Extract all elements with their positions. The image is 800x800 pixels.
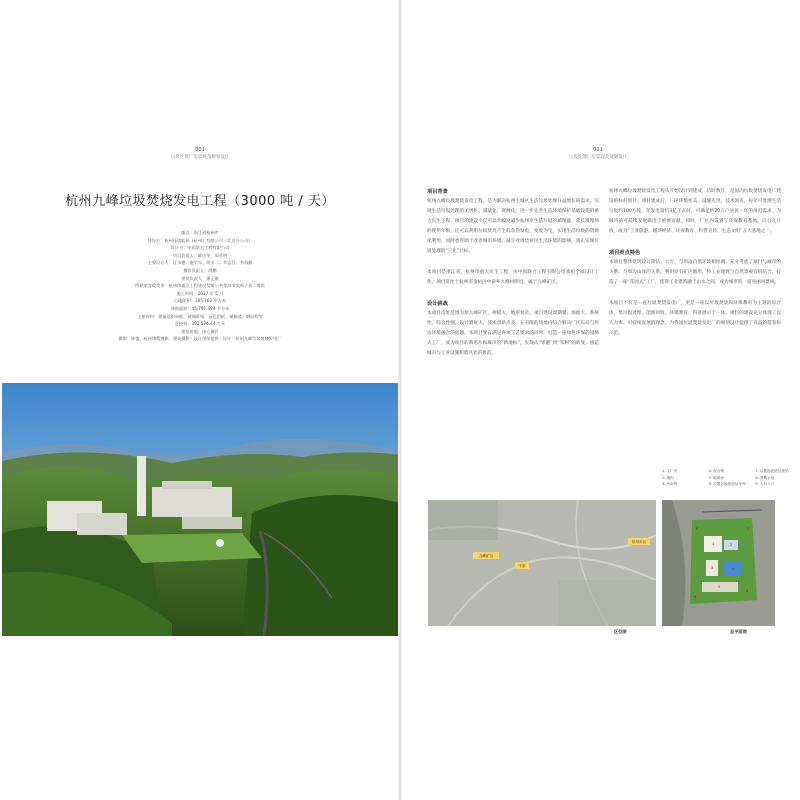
meta-line: 主要设计人：汪水德、施学军、胡亚二、寿志芬、李海静 (147, 260, 253, 266)
body-paragraph: 本项目是浙江省、杭州市重大民生工程，由中国联合工程有限公司承担全部设计工作。项目选址于杭州市余杭区中泰乡九峰村附近，属于九峰矿区。 (427, 270, 599, 285)
meta-line: 施工时间：2017 年 5 月 (176, 290, 224, 296)
left-running-title: 垃圾处理厂房景观及规划设计 (170, 155, 230, 160)
meta-line: 建筑面积：45,791.494 平方米 (170, 305, 230, 311)
meta-line: 所获荣誉或奖项：杭州市重点工程建设奖第一名等众多奖项 / 获二等奖 (135, 283, 265, 289)
legend-item: 4. 综合楼 (708, 469, 725, 473)
legend-item: 1. 主厂房 (662, 469, 678, 473)
site-number-4: 4 (732, 567, 735, 571)
legend-item: 2. 烟囱 (662, 475, 674, 480)
site-plan (662, 500, 775, 626)
map-label-2: 中泰 (518, 564, 526, 569)
site-number-6: 6 (696, 527, 699, 531)
meta-line: 设计方：中国联合工程有限公司 (170, 245, 230, 251)
aerial-photo (2, 383, 400, 636)
meta-line: 主要材料：奥福达铝单板、玻璃幕墙、穿孔铝板、氟碳漆、钢结构等 (137, 313, 263, 319)
legend-item: 9. 人行入口 (755, 482, 775, 486)
location-map-caption: 区位图 (614, 629, 627, 634)
project-title: 杭州九峰垃圾焚烧发电工程（3000 吨 / 天） (65, 194, 335, 209)
section-heading: 项目亮点特色 (609, 250, 641, 256)
meta-line: 总投资：392,576.44 万元 (174, 321, 226, 327)
meta-line: 摄影负责人：薛鹏 (183, 267, 217, 273)
site-number-7: 7 (747, 527, 750, 531)
meta-line: 地点：浙江省杭州市 (181, 230, 219, 235)
site-number-2: 2 (730, 543, 733, 547)
section-heading: 项目背景 (427, 189, 448, 195)
legend-item: 3. 冷却塔 (662, 482, 678, 486)
right-page-number: 001 (593, 147, 603, 153)
location-map (428, 500, 656, 626)
site-number-1: 1 (712, 542, 715, 546)
site-number-3: 3 (711, 566, 714, 570)
site-number-5: 5 (718, 585, 721, 589)
body-paragraph: 本项目不仅是一座垃圾焚烧发电厂，更是一座以垃圾焚烧和环保教育为主题的综合体，集垃圾处理、能源回收、环保教育、科普展示于一体。项目的建设充分体现了以人为本、可持续发展的理念，为我国垃圾焚烧发电厂的规划设计提供了有益的借鉴和示范。 (609, 301, 781, 336)
left-page-number: 001 (195, 147, 205, 153)
map-label-1: 九峰矿区 (478, 554, 494, 559)
meta-line: 建设负责人：潘正敏 (181, 275, 219, 281)
legend-row (662, 481, 800, 488)
text-column-b (609, 187, 781, 350)
legend-item: 7. 垃圾渗滤液处理站 (755, 469, 789, 473)
body-paragraph: 杭州九峰垃圾焚烧发电工程，是为解决杭州主城区生活垃圾处理日益增长的需求，实现生活垃圾处理的无害化、减量化、资源化，进一步完善生态环境保护基础设施的重大民生工程。项目的建设不仅可以大幅度减少杭州市生活垃圾的填埋量，延长填埋场的使用年限，还可以利用垃圾焚烧产生的余热发电，变废为宝，实现生活垃圾的资源化利用，同时也有助于改善城市环境，减少对周边居民生活环境的影响，真正实现垃圾处理的“三化”目标。 (427, 199, 599, 254)
site-plan-caption: 总平面图 (730, 629, 747, 634)
right-running-title: 垃圾处理厂房景观及规划设计 (568, 155, 628, 160)
body-paragraph: 本项目整体建筑设计简洁、大方，与周边自然环境相协调，充分考虑了项目与城市的关系、与周边山体的关系，利用原有矿区地形，将工业建筑与自然景观有机结合，打造了一座“花园式”工厂，使得工业建筑融于山水之间，成为城市的一道亮丽风景线。 (609, 260, 781, 285)
meta-line: 建设方：杭州环境能源（杭州）有限公司（北京分公司） (147, 237, 253, 243)
legend-item: 5. 地磅房 (708, 475, 725, 480)
site-number-8: 8 (746, 589, 749, 593)
right-running-head (518, 147, 678, 161)
site-plan-legend (662, 468, 800, 488)
meta-line: 建设用地：中心城区 (181, 328, 219, 334)
section-heading: 设计挑战 (427, 301, 448, 307)
text-column-a (427, 187, 599, 370)
meta-line: 项目负责人：陈庆华、周亚明 (172, 252, 228, 258)
left-running-head (120, 147, 280, 161)
body-paragraph: 杭州九峰垃圾焚烧发电工程从开始设计到建成，历时数年，是国内垃圾焚烧发电厂建设的标杆项目。项目建成后，厂区环境优美，设施先进，技术领先，每年可处理生活垃圾约100万吨，年发电量约3亿千瓦时，可满足约20万户居民一年的用电需求，为城市的可持续发展做出了重要贡献。同时，厂区内设置了环保教育基地，向公众开放，成为“工业旅游、循环经济、环保教育、科普宣传、生态文明”五大基地之一。 (609, 189, 781, 234)
right-page (400, 0, 800, 800)
body-paragraph: 本项目选址范围为原九峰矿区，规模大，地形复杂，项目建设周期紧，场地大，系统性、综合性强，设计难度大、技术创新点多，在有限的场地内综合解决厂区布局与周边环境融合的问题。本项目要在满足各项工艺要求的同时，打造一座绿色环保的园林式工厂，成为项目的新名片和城市的“新地标”，实现从“邻避”到“邻利”的转变，创造城市与工业设施和谐共处的典范。 (427, 311, 599, 356)
project-meta (20, 229, 380, 343)
map-label-3: 杭州市区 (631, 540, 647, 545)
legend-item: 8. 景观水池 (755, 475, 775, 480)
meta-line: 占地面积：185,760 平方米 (173, 298, 227, 304)
legend-item: 6. 垃圾运输坡道及车库 (708, 482, 746, 486)
site-number-9: 9 (694, 595, 697, 599)
meta-line: 摄影：陈俊、杭州锦霞摄影、建筑摄影 · 设计图纸提供 · 设计：杭州九峰垃圾焚烧发电厂 (118, 336, 282, 342)
